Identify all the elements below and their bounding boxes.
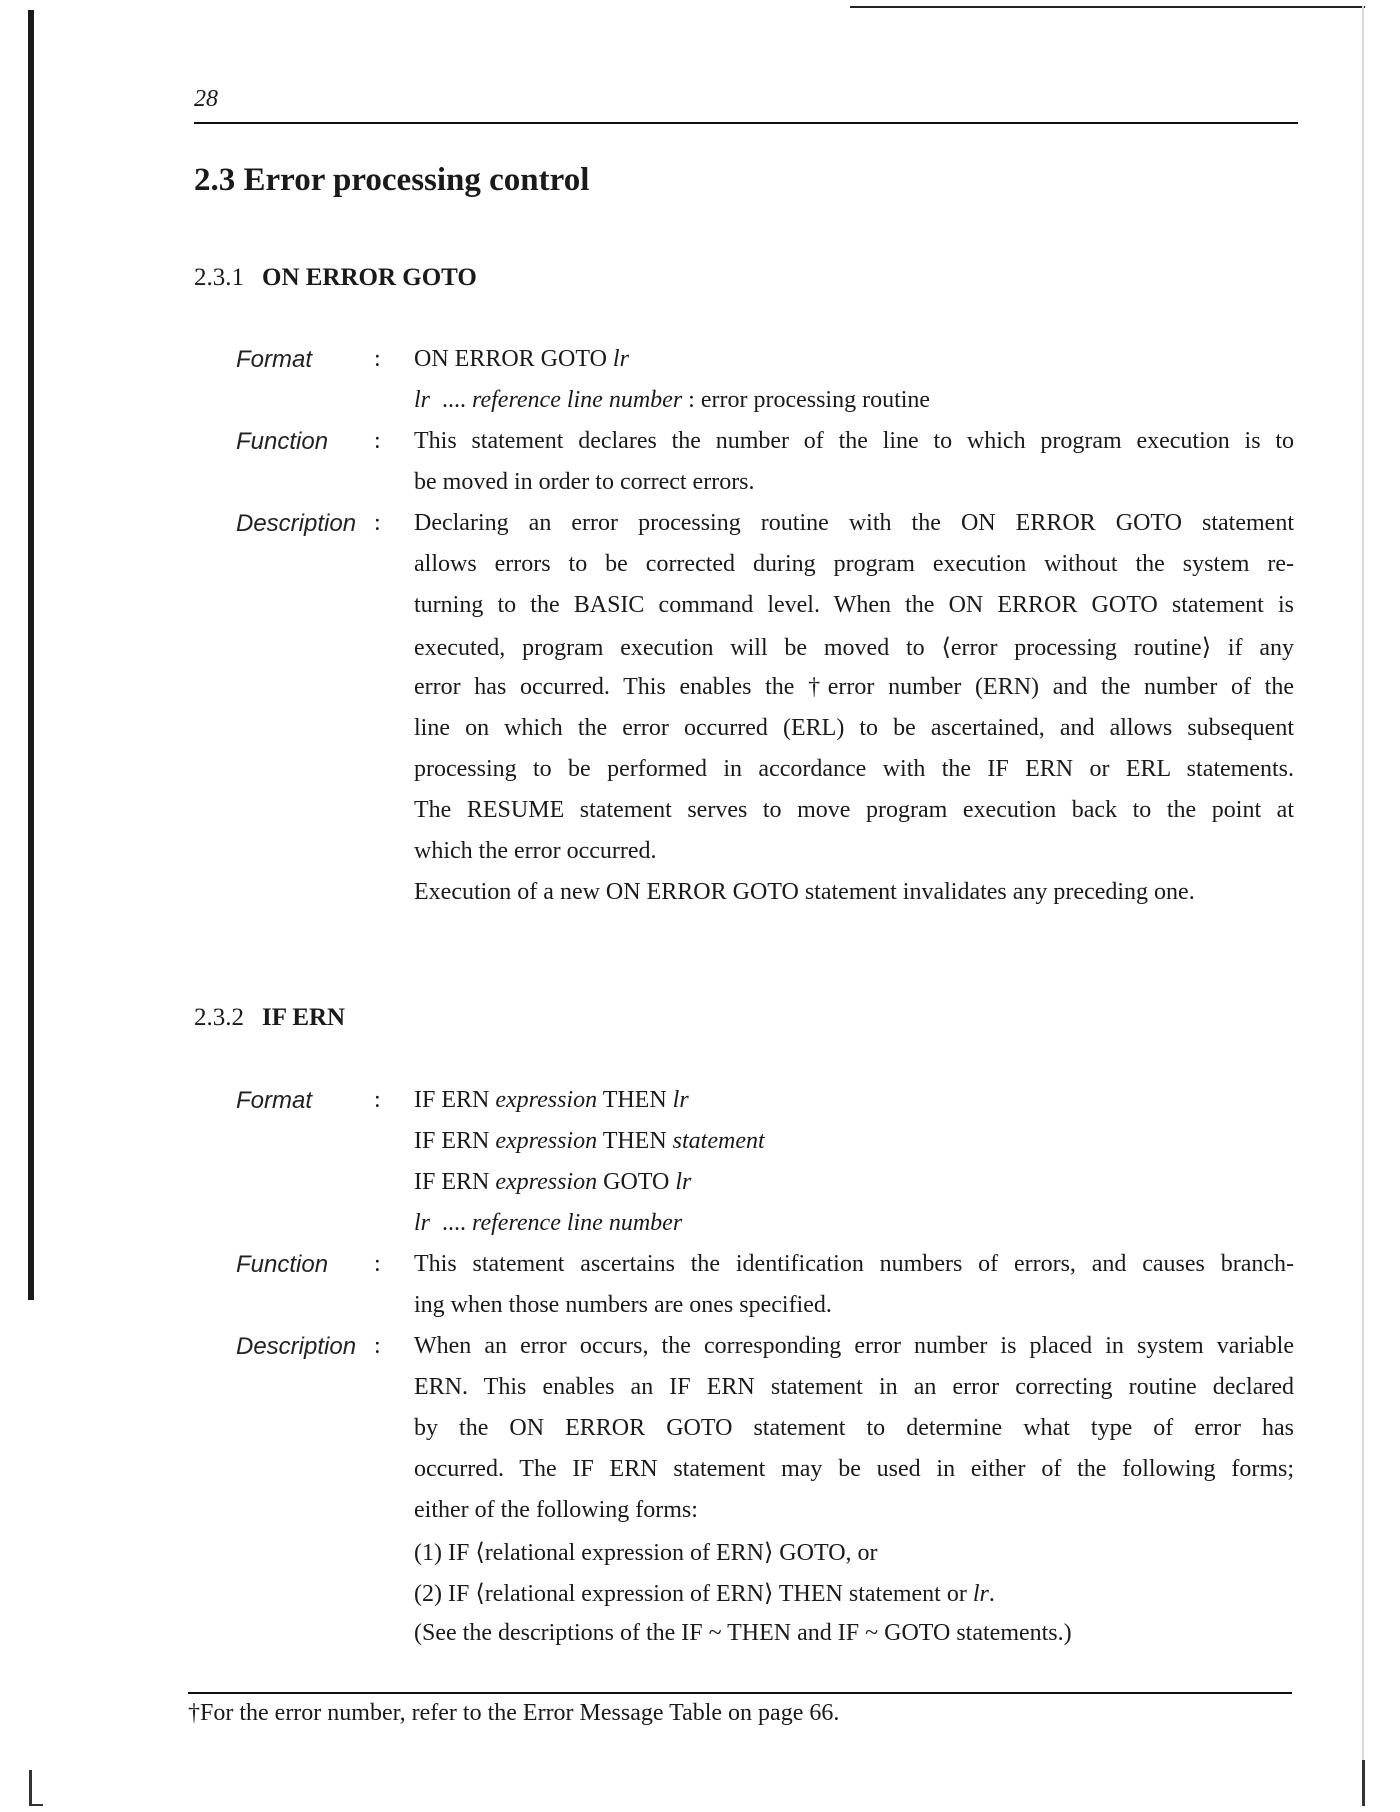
description-text-line: Execution of a new ON ERROR GOTO statement invalidates any preceding one. bbox=[414, 879, 1195, 905]
description-text-line: allows errors to be corrected during program execution without the system re- bbox=[414, 551, 1294, 577]
description-text-line: (See the descriptions of the IF ~ THEN and IF ~ GOTO statements.) bbox=[414, 1620, 1072, 1646]
description-text-line: error has occurred. This enables the †error number (ERN) and the number of the bbox=[414, 674, 1294, 700]
description-label: Description bbox=[236, 1333, 357, 1360]
subsection-heading bbox=[194, 1004, 345, 1032]
scan-corner-mark bbox=[29, 1804, 43, 1806]
format-syntax: IF ERN expression THEN statement bbox=[414, 1128, 765, 1154]
subsection-title: ON ERROR GOTO bbox=[262, 264, 477, 291]
colon: : bbox=[374, 1087, 381, 1113]
description-text-line: Declaring an error processing routine with the ON ERROR GOTO statement bbox=[414, 510, 1294, 536]
function-text-line: This statement ascertains the identification numbers of errors, and causes branch- bbox=[414, 1251, 1294, 1277]
function-text-line: ing when those numbers are ones specified. bbox=[414, 1292, 832, 1318]
scan-corner-mark bbox=[1362, 1760, 1365, 1806]
scan-corner-mark bbox=[29, 1770, 32, 1806]
colon: : bbox=[374, 346, 381, 372]
footnote: †For the error number, refer to the Error Message Table on page 66. bbox=[188, 1700, 840, 1726]
footnote-rule bbox=[188, 1692, 1292, 1694]
scan-top-rule bbox=[850, 6, 1365, 8]
header-rule bbox=[194, 122, 1298, 124]
format-definition: lr .... reference line number : error processing routine bbox=[414, 387, 931, 413]
format-syntax: IF ERN expression THEN lr bbox=[414, 1087, 689, 1113]
scan-edge-left bbox=[28, 10, 34, 1300]
description-text-line: which the error occurred. bbox=[414, 838, 657, 864]
function-text-line: This statement declares the number of the line to which program execution is to bbox=[414, 428, 1294, 454]
subsection-number: 2.3.1 bbox=[194, 264, 244, 291]
description-text-line: occurred. The IF ERN statement may be used in either of the following forms; bbox=[414, 1456, 1294, 1482]
description-text-line: turning to the BASIC command level. When the ON ERROR GOTO statement is bbox=[414, 592, 1294, 618]
description-text-line: ERN. This enables an IF ERN statement in an error correcting routine declared bbox=[414, 1374, 1294, 1400]
format-label: Format bbox=[236, 1087, 313, 1114]
colon: : bbox=[374, 1333, 381, 1359]
page-number: 28 bbox=[194, 86, 218, 112]
description-text-line: line on which the error occurred (ERL) to be ascertained, and allows subsequent bbox=[414, 715, 1294, 741]
format-syntax: ON ERROR GOTO lr bbox=[414, 346, 629, 372]
description-text-line: by the ON ERROR GOTO statement to determine what type of error has bbox=[414, 1415, 1294, 1441]
description-text-line: When an error occurs, the corresponding error number is placed in system variable bbox=[414, 1333, 1294, 1359]
function-label: Function bbox=[236, 428, 329, 455]
function-text-line: be moved in order to correct errors. bbox=[414, 469, 755, 495]
colon: : bbox=[374, 428, 381, 454]
description-label: Description bbox=[236, 510, 357, 537]
colon: : bbox=[374, 1251, 381, 1277]
description-text-line: The RESUME statement serves to move program execution back to the point at bbox=[414, 797, 1294, 823]
function-label: Function bbox=[236, 1251, 329, 1278]
description-text-line: (2) IF ⟨relational expression of ERN⟩ THEN statement or lr. bbox=[414, 1581, 995, 1607]
subsection-title: IF ERN bbox=[262, 1004, 346, 1031]
description-text-line: either of the following forms: bbox=[414, 1497, 698, 1523]
description-text-line: processing to be performed in accordance with the IF ERN or ERL statements. bbox=[414, 756, 1294, 782]
format-syntax: IF ERN expression GOTO lr bbox=[414, 1169, 692, 1195]
format-definition: lr .... reference line number bbox=[414, 1210, 683, 1236]
subsection-number: 2.3.2 bbox=[194, 1004, 244, 1031]
format-label: Format bbox=[236, 346, 313, 373]
subsection-heading bbox=[194, 264, 477, 292]
section-title: 2.3 Error processing control bbox=[194, 162, 590, 198]
description-text-line: executed, program execution will be moved to ⟨error processing routine⟩ if any bbox=[414, 635, 1294, 661]
description-text-line: (1) IF ⟨relational expression of ERN⟩ GOTO, or bbox=[414, 1540, 878, 1566]
colon: : bbox=[374, 510, 381, 536]
scan-edge-right bbox=[1362, 6, 1364, 1806]
